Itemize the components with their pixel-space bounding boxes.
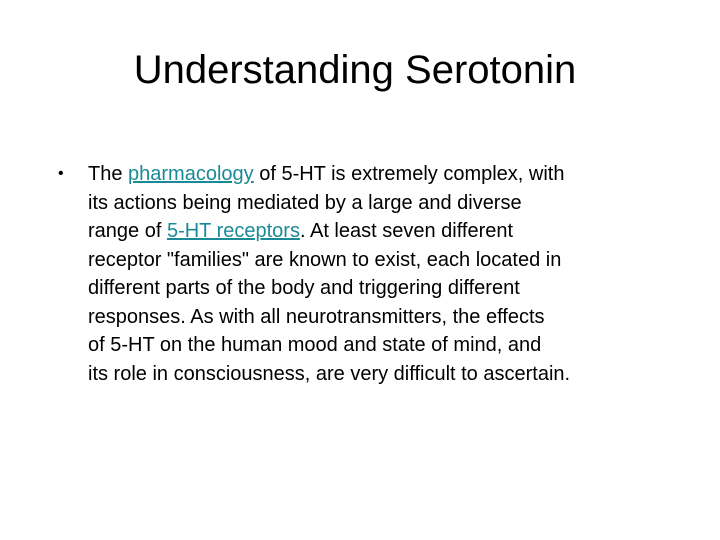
pharmacology-link[interactable]: pharmacology [128,163,254,185]
bullet-line-3-pre: range of [88,220,167,242]
bullet-line-5: different parts of the body and triggering different [88,277,520,299]
bullet-line-6: responses. As with all neurotransmitters, the effects [88,305,545,328]
slide-title: Understanding Serotonin [133,48,577,92]
bullet-line-1 [88,160,678,189]
bullet-line-1-pre: The [88,163,129,185]
5-ht-receptors-link[interactable]: 5-HT receptors [166,220,300,242]
bullet-dot-icon: • [58,165,64,182]
bullet-item [58,160,678,388]
bullet-line-8: its role in consciousness, are very difficult to ascertain. [88,362,571,385]
bullet-line-1-post: of 5-HT is extremely complex, with [253,163,565,185]
bullet-line-2: its actions being mediated by a large and diverse [88,191,522,214]
bullet-line-3-post: . At least seven different [299,220,514,242]
bullet-line-3 [88,217,678,246]
bullet-list [58,160,678,388]
bullet-line-4: receptor "families" are known to exist, each located in [88,248,562,271]
bullet-line-7: of 5-HT on the human mood and state of mind, and [88,334,542,356]
